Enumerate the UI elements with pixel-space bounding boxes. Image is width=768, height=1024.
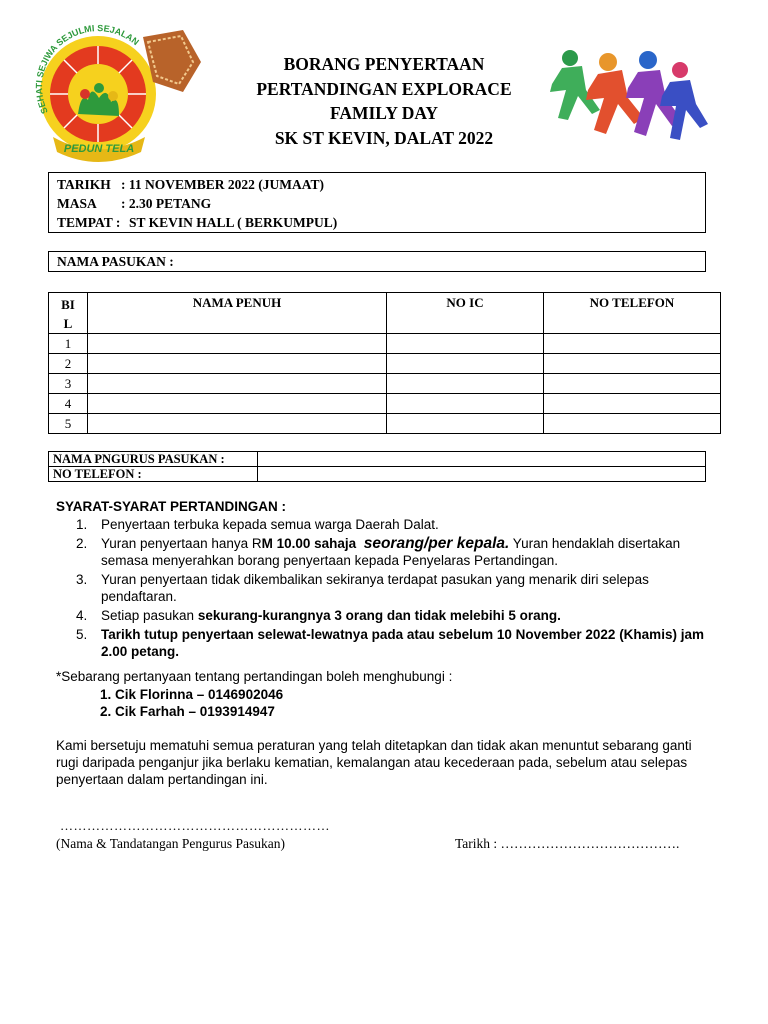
date-label: TARIKH	[57, 177, 111, 192]
phone-cell[interactable]	[544, 414, 721, 434]
term-number: 3.	[76, 572, 88, 587]
ic-cell[interactable]	[387, 374, 544, 394]
time-label: MASA	[57, 196, 97, 211]
place-label: TEMPAT :	[57, 215, 121, 230]
ic-cell[interactable]	[387, 414, 544, 434]
signature-line[interactable]: ……………………………………………………	[60, 818, 330, 833]
phone-cell[interactable]	[544, 334, 721, 354]
term-text: Setiap pasukan	[101, 608, 198, 623]
table-row	[49, 394, 721, 414]
name-cell[interactable]	[88, 414, 387, 434]
manager-phone-cell[interactable]	[258, 467, 706, 482]
event-info-box	[48, 172, 706, 233]
table-row	[49, 374, 721, 394]
manager-name-cell[interactable]	[258, 452, 706, 467]
row-number: 2	[49, 354, 88, 374]
signature-date[interactable]: Tarikh : ………………………………….	[455, 836, 680, 851]
name-cell[interactable]	[88, 394, 387, 414]
term-item	[56, 535, 716, 569]
title-line-1: BORANG PENYERTAAN	[283, 54, 485, 74]
term-number: 5.	[76, 627, 88, 642]
row-number: 1	[49, 334, 88, 354]
name-cell[interactable]	[88, 354, 387, 374]
contact-item: 2. Cik Farhah – 0193914947	[100, 704, 275, 719]
term-text: Yuran penyertaan tidak dikembalikan sekiranya terdapat pasukan yang menarik diri selepas pendaftaran.	[101, 572, 649, 604]
term-fee: M 10.00 sahaja	[261, 536, 357, 551]
place-row	[57, 213, 697, 232]
svg-text:SEHATI SEJIWA SEJULMI SEJALAN: SEHATI SEJIWA SEJULMI SEJALAN	[34, 23, 141, 116]
ic-cell[interactable]	[387, 354, 544, 374]
time-value: : 2.30 PETANG	[121, 196, 212, 211]
col-header-ic: NO IC	[387, 293, 544, 334]
manager-phone-row	[49, 467, 706, 482]
terms-list	[56, 516, 716, 662]
manager-table	[48, 451, 706, 482]
contacts-list	[100, 686, 283, 720]
name-cell[interactable]	[88, 374, 387, 394]
term-text: Penyertaan terbuka kepada semua warga Daerah Dalat.	[101, 517, 439, 532]
col-header-name: NAMA PENUH	[88, 293, 387, 334]
school-logo	[33, 22, 203, 162]
date-row	[57, 175, 697, 194]
ic-cell[interactable]	[387, 334, 544, 354]
term-item	[56, 607, 716, 624]
col-header-bil: BI L	[49, 293, 88, 334]
title-line-2: PERTANDINGAN EXPLORACE	[256, 78, 512, 99]
manager-name-label: NAMA PNGURUS PASUKAN :	[49, 452, 258, 467]
term-item	[56, 571, 716, 605]
team-name-field[interactable]	[48, 251, 706, 272]
term-number: 4.	[76, 608, 88, 623]
term-per-head: seorang/per kepala.	[363, 535, 510, 552]
contact-item: 1. Cik Florinna – 0146902046	[100, 687, 284, 702]
term-item	[56, 516, 716, 533]
terms-heading: SYARAT-SYARAT PERTANDINGAN :	[56, 499, 287, 514]
term-number: 2.	[76, 536, 88, 551]
phone-cell[interactable]	[544, 394, 721, 414]
term-team-size: sekurang-kurangnya 3 orang dan tidak melebihi 5 orang.	[197, 608, 561, 623]
row-number: 3	[49, 374, 88, 394]
enquiry-text: *Sebarang pertanyaan tentang pertandingan boleh menghubungi :	[56, 669, 453, 684]
term-text: Yuran penyertaan hanya R	[101, 536, 262, 551]
term-text: Yuran hendaklah disertakan semasa menyerahkan borang penyertaan kepada Penyelaras Pertandingan.	[101, 536, 681, 568]
table-row	[49, 414, 721, 434]
place-value: ST KEVIN HALL ( BERKUMPUL)	[129, 215, 338, 230]
time-row	[57, 194, 697, 213]
row-number: 5	[49, 414, 88, 434]
term-item	[56, 626, 716, 660]
agreement-text: Kami bersetuju mematuhi semua peraturan yang telah ditetapkan dan tidak akan menuntut sebarang ganti rugi daripada penganjur jika berlaku kematian, kemalangan atau kecederaan pada, sebelum atau selepas penyertaan dalam pertandingan ini.	[56, 738, 692, 787]
title-line-4: SK ST KEVIN, DALAT 2022	[274, 127, 494, 148]
table-row	[49, 334, 721, 354]
manager-name-row	[49, 452, 706, 467]
ic-cell[interactable]	[387, 394, 544, 414]
team-name-label: NAMA PASUKAN :	[57, 254, 174, 269]
phone-cell[interactable]	[544, 374, 721, 394]
date-value: : 11 NOVEMBER 2022 (JUMAAT)	[121, 177, 324, 192]
term-deadline: Tarikh tutup penyertaan selewat-lewatnya pada atau sebelum 10 November 2022 (Khamis) jam 2.00 petang.	[101, 627, 704, 659]
row-number: 4	[49, 394, 88, 414]
manager-phone-label: NO TELEFON :	[49, 467, 258, 482]
table-row	[49, 354, 721, 374]
runners-illustration	[540, 40, 710, 160]
svg-text:PEDUN TELA: PEDUN TELA	[63, 143, 135, 155]
form-title	[200, 52, 568, 150]
signature-label: (Nama & Tandatangan Pengurus Pasukan)	[56, 836, 285, 851]
members-table	[48, 292, 721, 434]
term-number: 1.	[76, 517, 88, 532]
name-cell[interactable]	[88, 334, 387, 354]
title-line-3: FAMILY DAY	[329, 103, 439, 123]
phone-cell[interactable]	[544, 354, 721, 374]
members-header-row	[49, 293, 721, 334]
col-header-phone: NO TELEFON	[544, 293, 721, 334]
